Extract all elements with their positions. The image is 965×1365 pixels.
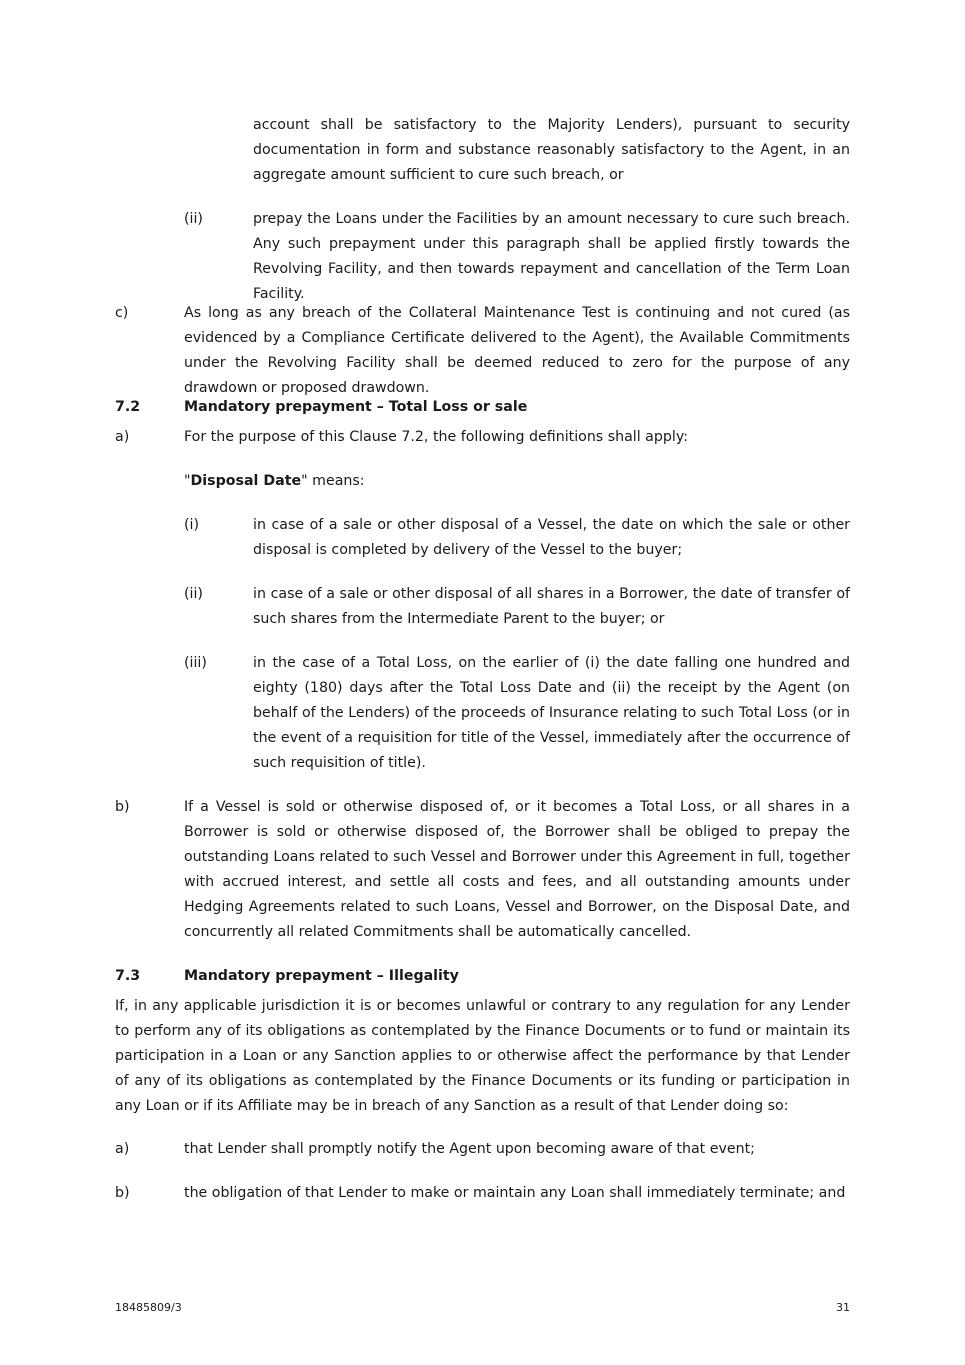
continuation-paragraph: account shall be satisfactory to the Majority Lenders), pursuant to security documentation in form and substance reasonably satisfactory to the Agent, in an aggregate amount sufficient to cure such breach, or (253, 117, 850, 183)
def-item-i-text: in case of a sale or other disposal of a Vessel, the date on which the sale or other disposal is completed by delivery of the Vessel to the buyer; (253, 517, 850, 558)
section-7-2-title: Mandatory prepayment – Total Loss or sale (184, 399, 528, 415)
definition-suffix: " means: (301, 473, 365, 489)
def-item-ii-label: (ii) (184, 586, 203, 602)
def-item-i-label: (i) (184, 517, 200, 533)
definition-term: Disposal Date (190, 473, 302, 489)
section-7-2-a-text: For the purpose of this Clause 7.2, the following definitions shall apply: (184, 429, 688, 445)
section-7-3-a-label: a) (115, 1141, 130, 1157)
section-7-3-b-label: b) (115, 1185, 130, 1201)
def-item-iii-label: (iii) (184, 655, 207, 671)
section-7-3-number: 7.3 (115, 968, 141, 984)
section-7-3-intro: If, in any applicable jurisdiction it is or becomes unlawful or contrary to any regulation for any Lender to perform any of its obligations as contemplated by the Finance Documents or to fund or maintain its participation in a Loan or any Sanction applies to or otherwise affect the performance by that Lender of any of its obligations as contemplated by the Finance Documents or its funding or participation in any Loan or if its Affiliate may be in breach of any Sanction as a result of that Lender doing so: (115, 998, 850, 1114)
definition-quote-open: " (184, 473, 191, 489)
def-item-iii-text: in the case of a Total Loss, on the earlier of (i) the date falling one hundred and eighty (180) days after the Total Loss Date and (ii) the receipt by the Agent (on behalf of the Lenders) of the proceeds of Insurance relating to such Total Loss (or in the event of a requisition for title of the Vessel, immediately after the occurrence of such requisition of title). (253, 655, 850, 771)
section-7-3-a-text: that Lender shall promptly notify the Agent upon becoming aware of that event; (184, 1141, 755, 1157)
item-c-label: c) (115, 305, 129, 321)
section-7-3-title: Mandatory prepayment – Illegality (184, 968, 459, 984)
footer-page-number: 31 (836, 1301, 850, 1314)
def-item-ii-text: in case of a sale or other disposal of all shares in a Borrower, the date of transfer of such shares from the Intermediate Parent to the buyer; or (253, 586, 850, 627)
footer-doc-ref: 18485809/3 (115, 1301, 182, 1314)
section-7-2-number: 7.2 (115, 399, 141, 415)
section-7-2-b-text: If a Vessel is sold or otherwise disposed of, or it becomes a Total Loss, or all shares in a Borrower is sold or otherwise disposed of, the Borrower shall be obliged to prepay the outstanding Loans related to such Vessel and Borrower under this Agreement in full, together with accrued interest, and settle all costs and fees, and all outstanding amounts under Hedging Agreements related to such Loans, Vessel and Borrower, on the Disposal Date, and concurrently all related Commitments shall be automatically cancelled. (184, 799, 850, 940)
section-7-3-b-text: the obligation of that Lender to make or maintain any Loan shall immediately terminate; and (184, 1185, 846, 1201)
section-7-2-b-label: b) (115, 799, 130, 815)
section-7-2-a-label: a) (115, 429, 130, 445)
definition-disposal-date (184, 469, 850, 494)
item-ii-label: (ii) (184, 211, 203, 227)
item-ii-text: prepay the Loans under the Facilities by an amount necessary to cure such breach. Any such prepayment under this paragraph shall be applied firstly towards the Revolving Facility, and then towards repayment and cancellation of the Term Loan Facility. (253, 211, 850, 302)
item-c-text: As long as any breach of the Collateral Maintenance Test is continuing and not cured (as evidenced by a Compliance Certificate delivered to the Agent), the Available Commitments under the Revolving Facility shall be deemed reduced to zero for the purpose of any drawdown or proposed drawdown. (184, 305, 850, 396)
